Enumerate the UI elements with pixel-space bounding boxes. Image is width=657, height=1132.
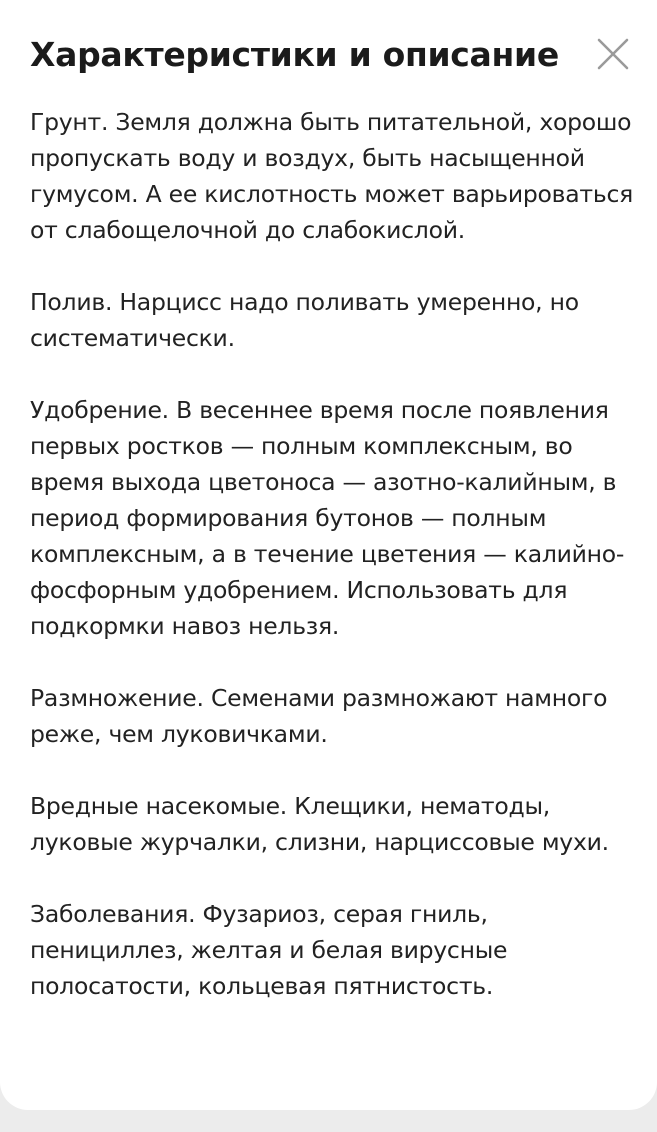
paragraph-pests: Вредные насекомые. Клещики, нематоды, луковые журчалки, слизни, нарциссовые мухи. <box>30 792 609 856</box>
close-button[interactable] <box>593 34 633 74</box>
description-body <box>30 104 634 1040</box>
paragraph-fertilizer: Удобрение. В весеннее время после появления первых ростков — полным комплексным, во время выхода цветоноса — азотно-калийным, в период формирования бутонов — полным комплексным, а в течение цветения — калийно-фосфорным удобрением. Использовать для подкормки навоз нельзя. <box>30 396 625 640</box>
sheet-header <box>30 30 637 80</box>
sheet-title: Характеристики и описание <box>30 35 559 74</box>
background-strip <box>0 1110 657 1132</box>
paragraph-soil: Грунт. Земля должна быть питательной, хорошо пропускать воду и воздух, быть насыщенной гумусом. А ее кислотность может варьироваться от слабощелочной до слабокислой. <box>30 108 634 244</box>
paragraph-propagation: Размножение. Семенами размножают намного реже, чем луковичками. <box>30 684 608 748</box>
paragraph-diseases: Заболевания. Фузариоз, серая гниль, пенициллез, желтая и белая вирусные полосатости, кольцевая пятнистость. <box>30 900 508 1000</box>
paragraph-watering: Полив. Нарцисс надо поливать умеренно, но систематически. <box>30 288 579 352</box>
close-icon <box>593 34 633 74</box>
